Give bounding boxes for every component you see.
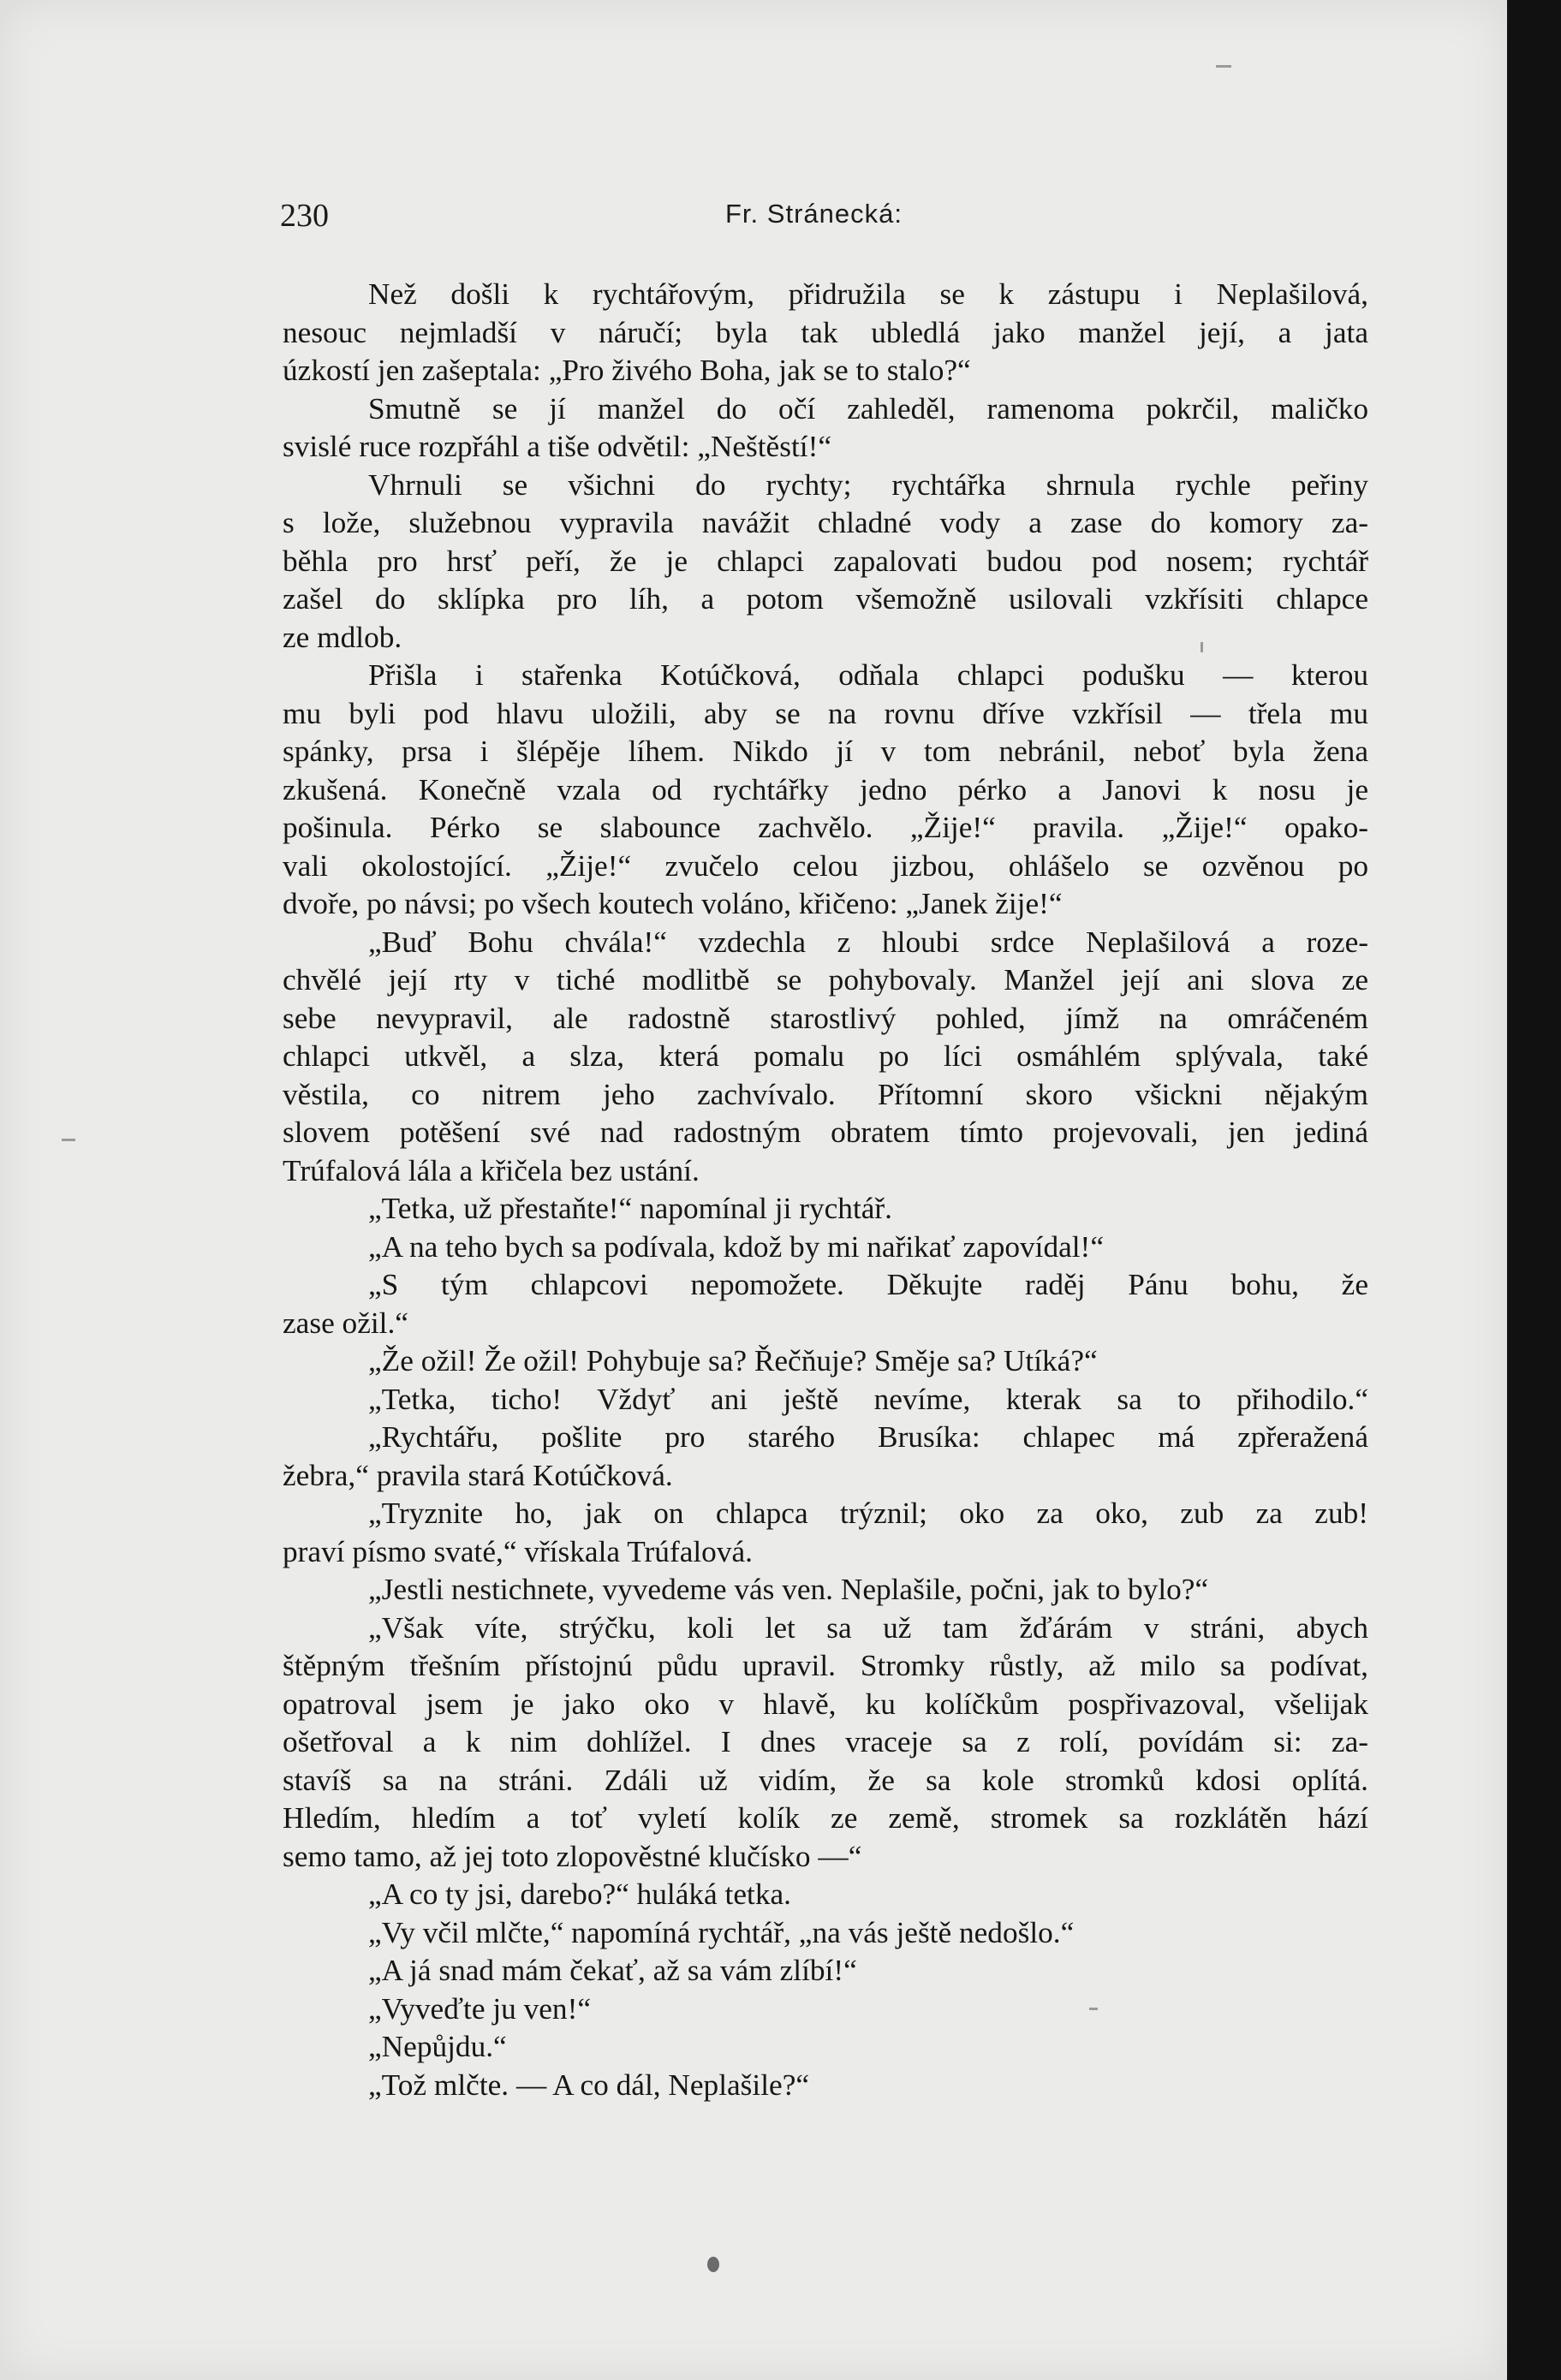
ink-smudge: [707, 2257, 719, 2272]
text-line: úzkostí jen zašeptala: „Pro živého Boha, jak se to stalo?“: [283, 354, 971, 387]
text-line: zašel do sklípka pro líh, a potom všemožně usilovali vzkřísiti chlapce: [283, 582, 1368, 616]
text-line: stavíš sa na stráni. Zdáli už vidím, že sa kole stromků kdosi oplítá.: [283, 1763, 1368, 1797]
text-line: mu byli pod hlavu uložili, aby se na rovnu dříve vzkřísil — třela mu: [283, 696, 1368, 730]
scan-speck: [62, 1139, 75, 1141]
text-line: svislé ruce rozpřáhl a tiše odvětil: „Neštěstí!“: [283, 430, 831, 463]
text-line: spánky, prsa i šlépěje líhem. Nikdo jí v tom nebránil, neboť byla žena: [283, 735, 1368, 768]
text-line: praví písmo svaté,“ vřískala Trúfalová.: [283, 1534, 753, 1568]
text-line: opatroval jsem je jako oko v hlavě, ku kolíčkům pospřivazoval, všelijak: [283, 1687, 1368, 1721]
text-line: „Rychtářu, pošlite pro starého Brusíka: chlapec má zpřeražená: [368, 1420, 1368, 1454]
page-number: 230: [280, 198, 329, 234]
text-line: chlapci utkvěl, a slza, která pomalu po líci osmáhlém splývala, také: [283, 1039, 1368, 1073]
text-line: Vhrnuli se všichni do rychty; rychtářka shrnula rychle peřiny: [368, 467, 1368, 502]
text-line: Smutně se jí manžel do očí zahleděl, ramenoma pokrčil, maličko: [368, 391, 1368, 425]
text-line: s lože, služebnou vypravila navážit chladné vody a zase do komory za-: [283, 506, 1368, 539]
text-line: Trúfalová lála a křičela bez ustání.: [283, 1153, 700, 1187]
text-line: „Tož mlčte. — A co dál, Neplašile?“: [368, 2068, 810, 2102]
body-text: [283, 276, 1368, 2104]
text-line: „Vyveďte ju ven!“: [368, 1991, 591, 2026]
text-line: Než došli k rychtářovým, přidružila se k zástupu i Neplašilová,: [368, 277, 1368, 311]
text-line: ošetřoval a k nim dohlížel. I dnes vraceje sa z rolí, povídám si: za-: [283, 1725, 1368, 1758]
scan-speck: [1089, 2008, 1098, 2010]
text-line: „A co ty jsi, darebo?“ huláká tetka.: [368, 1877, 791, 1911]
text-line: „Že ožil! Že ožil! Pohybuje sa? Řečňuje? Směje sa? Utíká?“: [368, 1344, 1098, 1377]
text-line: pošinula. Pérko se slabounce zachvělo. „Žije!“ pravila. „Žije!“ opako-: [283, 811, 1368, 844]
text-line: chvělé její rty v tiché modlitbě se pohybovaly. Manžel její ani slova ze: [283, 963, 1368, 997]
text-line: věstila, co nitrem jeho zachvívalo. Přítomní skoro všickni nějakým: [283, 1077, 1368, 1111]
text-line: „Tryznite ho, jak on chlapca trýznil; oko za oko, zub za zub!: [368, 1496, 1368, 1530]
text-line: „Vy včil mlčte,“ napomíná rychtář, „na vás ještě nedošlo.“: [368, 1915, 1075, 1949]
scan-speck: [1216, 65, 1231, 68]
text-line: štěpným třešním přístojnú půdu upravil. Stromky růstly, až milo sa podívat,: [283, 1649, 1368, 1682]
text-line: „A na teho bych sa podívala, kdož by mi nařikať zapovídal!“: [368, 1229, 1104, 1264]
text-line: ze mdlob.: [283, 620, 402, 654]
text-line: „Však víte, strýčku, koli let sa už tam žďárám v stráni, abych: [368, 1610, 1368, 1645]
text-line: Přišla i stařenka Kotúčková, odňala chlapci podušku — kterou: [368, 658, 1368, 692]
text-line: dvoře, po návsi; po všech koutech voláno, křičeno: „Janek žije!“: [283, 887, 1063, 920]
text-line: „Tetka, ticho! Vždyť ani ještě nevíme, kterak sa to přihodilo.“: [368, 1382, 1368, 1416]
text-line: nesouc nejmladší v náručí; byla tak ubledlá jako manžel její, a jata: [283, 315, 1368, 349]
scan-speck: [1201, 642, 1203, 652]
text-line: žebra,“ pravila stará Kotúčková.: [283, 1458, 673, 1492]
text-line: Hledím, hledím a toť vyletí kolík ze země, stromek sa rozklátěn hází: [283, 1801, 1368, 1835]
text-line: slovem potěšení své nad radostným obratem tímto projevovali, jen jediná: [283, 1116, 1368, 1149]
text-line: zkušená. Konečně vzala od rychtářky jedno pérko a Janovi k nosu je: [283, 772, 1368, 806]
scan-edge: [1507, 0, 1561, 2380]
text-line: semo tamo, až jej toto zlopověstné klučísko —“: [283, 1839, 862, 1873]
text-line: zase ožil.“: [283, 1306, 408, 1340]
text-line: sebe nevypravil, ale radostně starostlivý pohled, jímž na omráčeném: [283, 1001, 1368, 1035]
text-line: „A já snad mám čekať, až sa vám zlíbí!“: [368, 1954, 857, 1987]
text-line: „Nepůjdu.“: [368, 2030, 507, 2063]
page-header: [280, 197, 1363, 248]
text-line: běhla pro hrsť peří, že je chlapci zapalovati budou pod nosem; rychtář: [283, 544, 1368, 578]
text-line: „Tetka, už přestaňte!“ napomínal ji rychtář.: [368, 1192, 893, 1225]
text-line: „Buď Bohu chvála!“ vzdechla z hloubi srdce Neplašilová a roze-: [368, 925, 1368, 959]
text-line: „S tým chlapcovi nepomožete. Děkujte raděj Pánu bohu, že: [368, 1268, 1368, 1301]
running-head: Fr. Stránecká:: [725, 199, 903, 229]
text-line: vali okolostojící. „Žije!“ zvučelo celou jizbou, ohlášelo se ozvěnou po: [283, 848, 1368, 883]
text-line: „Jestli nestichnete, vyvedeme vás ven. Neplašile, počni, jak to bylo?“: [368, 1573, 1209, 1606]
